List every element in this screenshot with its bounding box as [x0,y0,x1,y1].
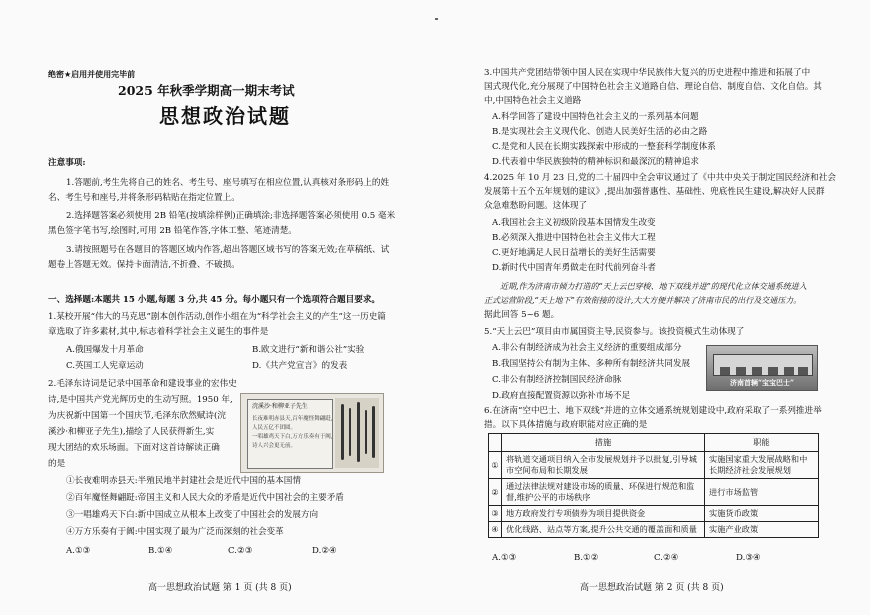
row-function: 进行市场监管 [705,479,819,506]
q3-stem: 国式现代化,充分展现了中国特色社会主义道路自信、理论自信、制度自信、文化自信。其 [484,82,822,92]
poem-line: 长夜难明赤县天,百年魔怪舞翩跹, [252,416,333,422]
q3-option-d: D.代表着中华民族独特的精神标识和最深沉的精神追求 [492,157,699,167]
header-function: 职能 [705,434,819,452]
q2-item: ①长夜难明赤县天:半殖民地半封建社会是近代中国的基本国情 [66,476,301,486]
row-number: ② [489,479,502,506]
notice-line: 3.请按照题号在各题目的答题区域内作答,超出答题区域书写的答案无效;在草稿纸、试 [66,245,390,255]
material-text: 近期,作为济南市倾力打造的“天上云巴穿梭、地下双线并进”的现代化立体交通系统进入 [500,282,807,291]
q1-option-c: C.英国工人宪章运动 [66,361,144,371]
notice-line: 1.答题前,考生先将自己的姓名、考生号、座号填写在相应位置,认真核对条形码上的姓 [66,178,390,188]
material-text: 正式运营阶段,“天上地下”有效衔接的设计,大大方便并解决了济南市民的出行及交通压力。 [484,296,802,305]
q1-option-d: D.《共产党宣言》的发表 [252,361,348,371]
row-measure: 优化线路、站点等方案,提升公共交通的覆盖面和质量 [502,522,705,538]
q3-option-b: B.是实现社会主义现代化、创造人民美好生活的必由之路 [492,127,708,137]
q1-option-b: B.欧文进行“新和谐公社”实验 [252,345,365,355]
notice-heading: 注意事项: [48,158,86,168]
q5-option-c: C.非公有制经济控制国民经济命脉 [492,375,622,385]
q2-stem: 现大团结的欢乐场面。下面对这首诗解读正确 [48,443,220,453]
row-function: 实施国家重大发展战略和中长期经济社会发展规划 [705,452,819,479]
row-function: 实施产业政策 [705,522,819,538]
q1-stem: 章选取了许多素材,其中,标志着科学社会主义诞生的事件是 [48,327,269,337]
poem-title: 浣溪沙·和柳亚子先生 [252,403,308,410]
q4-stem: 发展第十五个五年规划的建议》,提出加强普惠性、基础性、兜底性民生建设,解决好人民群 [484,187,825,197]
q5-option-d: D.政府直接配置资源以弥补市场不足 [492,391,631,401]
q1-option-a: A.俄国爆发十月革命 [66,345,144,355]
table-row [489,506,819,522]
notice-line: 黑色签字笔书写,绘图时,可用 2B 铅笔作答,字体工整、笔迹清楚。 [48,226,297,236]
q6-option-c: C.②④ [654,553,679,563]
q5-stem: 5.“天上云巴”项目由市属国资主导,民资参与。该投资模式生动体现了 [484,327,745,337]
q6-option-b: B.①② [574,553,599,563]
q5-option-a: A.非公有制经济成为社会主义经济的重要组成部分 [492,343,682,353]
table-row [489,479,819,506]
q3-option-a: A.科学回答了建设中国特色社会主义的一系列基本问题 [492,112,699,122]
notice-line: 题卷上答题无效。保持卡面清洁,不折叠、不破损。 [48,260,240,270]
q2-stem: 2.毛泽东诗词是记录中国革命和建设事业的宏伟史 [48,379,237,389]
bus-photo [706,345,818,391]
poem-calligraphy-image [240,393,384,473]
q2-option-c: C.②③ [228,546,253,556]
q2-option-d: D.②④ [312,546,337,556]
table-row [489,452,819,479]
page-footer-right: 高一思想政治试题 第 2 页 (共 8 页) [580,583,724,593]
poem-line: 诗人兴会更无前。 [252,443,297,449]
q6-option-a: A.①③ [492,553,517,563]
q5-option-b: B.我国坚持公有制为主体、多种所有制经济共同发展 [492,359,691,369]
poem-text-panel [247,399,333,469]
page-footer-left: 高一思想政治试题 第 1 页 (共 8 页) [148,583,292,593]
exam-title: 2025 年秋季学期高一期末考试 [118,83,295,98]
row-number: ① [489,452,502,479]
q2-item: ③一唱雄鸡天下白:新中国成立从根本上改变了中国社会的发展方向 [66,510,319,520]
q2-option-b: B.①④ [148,546,173,556]
subject-title: 思想政治试题 [159,104,291,128]
notice-line: 2.选择题答案必须使用 2B 铅笔(按填涂样例)正确填涂;非选择题答案必须使用 0.5 毫米 [66,211,396,221]
q4-option-a: A.我国社会主义初级阶段基本国情发生改变 [492,218,656,228]
q2-item: ②百年魔怪舞翩跹:帝国主义和人民大众的矛盾是近代中国社会的主要矛盾 [66,493,344,503]
poem-line: 一唱雄鸡天下白,万方乐奏有于阗, [252,434,333,440]
q6-stem: 措。以下具体措施与政府职能对应正确的是 [484,420,648,430]
q4-stem: 众急难愁盼问题。这体现了 [484,201,588,211]
q4-stem: 4.2025 年 10 月 23 日,党的二十届四中全会审议通过了《中共中央关于制定国民经济和社会 [484,173,836,183]
q6-option-d: D.③④ [736,553,761,563]
q2-item: ④万方乐奏有于阗:中国实现了最为广泛而深刻的社会变革 [66,527,284,537]
q1-stem: 1.某校开展“伟大的马克思”剧本创作活动,创作小组在为“科学社会主义的产生”这一历史篇 [48,312,386,322]
confidential-label: 绝密★启用并使用完毕前 [48,70,136,79]
material-instruction: 据此回答 5~6 题。 [484,310,560,320]
row-measure: 通过法律法规对建设市场的质量、环保进行规范和监督,维护公平的市场秩序 [502,479,705,506]
q3-option-c: C.是党和人民在长期实践探索中形成的一整套科学制度体系 [492,142,716,152]
q2-stem: 的是 [48,459,66,469]
calligraphy-scroll [335,398,379,468]
q2-option-a: A.①③ [66,546,91,556]
poem-line: 人民五亿不团圆。 [252,425,297,431]
q4-option-b: B.必须深入推进中国特色社会主义伟大工程 [492,233,656,243]
q6-stem: 6.在济南“空中巴士、地下双线”并进的立体交通系统规划建设中,政府采取了一系列推进举 [484,406,822,416]
table-row [489,522,819,538]
bus-shape [713,354,813,376]
q3-stem: 3.中国共产党团结带领中国人民在实现中华民族伟大复兴的历史进程中推进和拓展了中 [484,68,811,78]
table-header-row [489,434,819,452]
q2-stem: 诗,是中国共产党光辉历史的生动写照。1950 年, [48,395,233,405]
row-number: ④ [489,522,502,538]
scan-mark [435,18,438,20]
q3-stem: 中,中国特色社会主义道路 [484,96,582,106]
row-measure: 地方政府发行专项债券为项目提供资金 [502,506,705,522]
q6-table [488,433,819,538]
q4-option-d: D.新时代中国青年勇做走在时代前列奋斗者 [492,263,657,273]
row-number: ③ [489,506,502,522]
q2-stem: 溪沙·和柳亚子先生),描绘了人民获得新生,实 [48,427,215,437]
photo-caption: 济南首辆“宝宝巴士” [729,378,795,387]
notice-line: 名、考生号和座号,并将条形码粘贴在指定位置上。 [48,193,240,203]
q4-option-c: C.更好地满足人民日益增长的美好生活需要 [492,248,656,258]
section-heading: 一、选择题:本题共 15 小题,每题 3 分,共 45 分。每小题只有一个选项符合题目要求。 [48,295,381,305]
row-measure: 将轨道交通项目纳入全市发展规划并予以批复,引导城市空间布局和长期发展 [502,452,705,479]
row-function: 实施货币政策 [705,506,819,522]
q2-stem: 为庆祝新中国第一个国庆节,毛泽东欣然赋诗(浣 [48,411,226,421]
header-measure: 措施 [502,434,705,452]
